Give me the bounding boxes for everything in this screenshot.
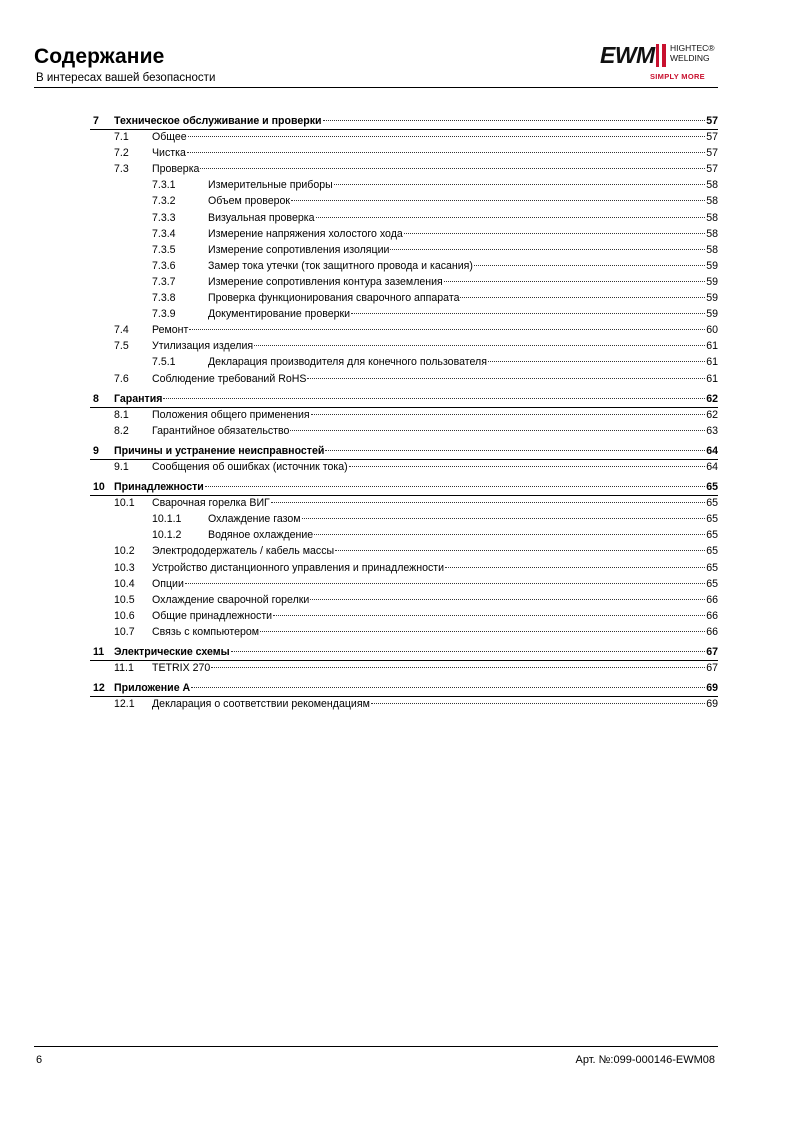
toc-entry-number: 7.2 xyxy=(114,147,129,160)
toc-entry-title[interactable]: Визуальная проверка xyxy=(208,211,315,224)
toc-entry-line[interactable] xyxy=(152,576,718,592)
toc-entry-page[interactable]: 57 xyxy=(706,163,718,176)
toc-entry[interactable] xyxy=(90,660,718,676)
toc-entry-number: 7.3.8 xyxy=(152,292,176,305)
toc-dot-leader xyxy=(488,361,705,362)
toc-entry-line[interactable] xyxy=(208,354,718,370)
toc-dot-leader xyxy=(231,651,706,652)
toc-entry-title[interactable]: Ремонт xyxy=(152,324,189,337)
toc-entry-line[interactable] xyxy=(114,479,718,495)
toc-entry[interactable] xyxy=(90,242,718,258)
toc-entry-title[interactable]: Измерение напряжения холостого хода xyxy=(208,227,403,240)
toc-entry-title[interactable]: Приложение A xyxy=(114,682,191,695)
toc-entry-line[interactable] xyxy=(152,423,718,439)
toc-entry-page[interactable]: 67 xyxy=(706,646,718,658)
toc-entry[interactable] xyxy=(90,608,718,624)
toc-entry-number: 10.5 xyxy=(114,593,135,606)
toc-entry-page[interactable]: 58 xyxy=(706,211,718,224)
toc-entry-line[interactable] xyxy=(152,624,718,640)
toc-dot-leader xyxy=(311,414,706,415)
toc-entry-line[interactable] xyxy=(114,644,718,660)
toc-entry[interactable] xyxy=(90,371,718,387)
toc-dot-leader xyxy=(314,534,705,535)
toc-entry[interactable] xyxy=(90,543,718,559)
toc-entry-page[interactable]: 66 xyxy=(706,593,718,606)
toc-entry-line[interactable] xyxy=(152,145,718,161)
toc-entry-number: 10.3 xyxy=(114,561,135,574)
page-title: Содержание xyxy=(34,45,165,68)
toc-entry[interactable] xyxy=(90,290,718,306)
toc-entry-line[interactable] xyxy=(208,210,718,226)
footer-divider xyxy=(34,1046,718,1047)
toc-entry-page[interactable]: 59 xyxy=(706,308,718,321)
toc-entry-title[interactable]: Измерение сопротивления контура заземления xyxy=(208,275,443,288)
toc-entry-line[interactable] xyxy=(208,306,718,322)
toc-dot-leader xyxy=(163,398,705,399)
toc-dot-leader xyxy=(200,168,705,169)
toc-entry[interactable] xyxy=(90,680,718,696)
toc-entry-page[interactable]: 57 xyxy=(706,115,718,127)
toc-entry-line[interactable] xyxy=(152,161,718,177)
toc-entry-page[interactable]: 59 xyxy=(706,292,718,305)
toc-entry-number: 8 xyxy=(93,392,99,405)
toc-entry-title[interactable]: Электрические схемы xyxy=(114,646,230,658)
logo-bar-icon xyxy=(662,44,666,67)
table-of-contents xyxy=(90,113,718,712)
toc-dot-leader xyxy=(302,518,706,519)
toc-dot-leader xyxy=(254,345,705,346)
toc-dot-leader xyxy=(188,136,706,137)
toc-entry-page[interactable]: 65 xyxy=(706,513,718,526)
toc-entry-title[interactable]: Водяное охлаждение xyxy=(208,529,314,542)
toc-entry-number: 10.1.1 xyxy=(152,513,182,526)
toc-entry-line[interactable] xyxy=(208,193,718,209)
toc-entry[interactable] xyxy=(90,443,718,459)
toc-entry-title[interactable]: Проверка функционирования сварочного аппарата xyxy=(208,292,460,305)
toc-entry-page[interactable]: 58 xyxy=(706,243,718,256)
toc-entry-number: 10.7 xyxy=(114,625,135,638)
toc-entry-number: 7.5.1 xyxy=(152,356,176,369)
toc-entry-number: 7 xyxy=(93,115,99,127)
toc-dot-leader xyxy=(290,430,705,431)
toc-entry-title[interactable]: Опции xyxy=(152,577,184,590)
toc-entry-title[interactable]: Чистка xyxy=(152,147,186,160)
toc-entry-page[interactable]: 66 xyxy=(706,625,718,638)
toc-entry-page[interactable]: 64 xyxy=(706,460,718,473)
toc-entry-title[interactable]: Документирование проверки xyxy=(208,308,351,321)
toc-entry-line[interactable] xyxy=(208,258,718,274)
logo-tagline xyxy=(670,43,715,63)
toc-entry-number: 10 xyxy=(93,481,105,494)
toc-entry-number: 12 xyxy=(93,682,105,695)
header-divider xyxy=(34,87,718,88)
toc-entry-line[interactable] xyxy=(152,592,718,608)
toc-entry-page[interactable]: 67 xyxy=(706,662,718,675)
toc-dot-leader xyxy=(390,249,705,250)
toc-entry-number: 7.1 xyxy=(114,131,129,144)
toc-entry-line[interactable] xyxy=(152,660,718,676)
toc-entry-title[interactable]: Измерительные приборы xyxy=(208,179,333,192)
toc-entry-line[interactable] xyxy=(208,511,718,527)
toc-entry-line[interactable] xyxy=(152,696,718,712)
toc-dot-leader xyxy=(334,184,705,185)
toc-entry[interactable] xyxy=(90,338,718,354)
toc-entry[interactable] xyxy=(90,145,718,161)
toc-entry-line[interactable] xyxy=(208,242,718,258)
toc-dot-leader xyxy=(310,599,705,600)
toc-entry-number: 10.4 xyxy=(114,577,135,590)
toc-entry[interactable] xyxy=(90,576,718,592)
toc-entry-number: 10.1 xyxy=(114,497,135,510)
ewm-logo xyxy=(600,42,720,84)
toc-entry-title[interactable]: Общие принадлежности xyxy=(152,609,273,622)
toc-dot-leader xyxy=(291,200,705,201)
toc-entry[interactable] xyxy=(90,479,718,495)
toc-entry[interactable] xyxy=(90,592,718,608)
toc-entry-page[interactable]: 65 xyxy=(706,561,718,574)
toc-entry-line[interactable] xyxy=(114,680,718,696)
logo-bar-icon xyxy=(656,44,659,67)
toc-entry-number: 10.2 xyxy=(114,545,135,558)
toc-entry-page[interactable]: 62 xyxy=(706,408,718,421)
toc-entry-page[interactable]: 59 xyxy=(706,275,718,288)
toc-entry-page[interactable]: 69 xyxy=(706,698,718,711)
toc-entry[interactable] xyxy=(90,129,718,145)
toc-entry-number: 7.3.6 xyxy=(152,259,176,272)
toc-entry-page[interactable]: 65 xyxy=(706,545,718,558)
toc-entry[interactable] xyxy=(90,274,718,290)
toc-entry-page[interactable]: 62 xyxy=(706,392,718,405)
toc-dot-leader xyxy=(335,550,705,551)
toc-entry-line[interactable] xyxy=(208,177,718,193)
logo-brand: EWM xyxy=(600,42,655,68)
toc-entry-title[interactable]: Положения общего применения xyxy=(152,408,310,421)
toc-entry-title[interactable]: Охлаждение газом xyxy=(208,513,301,526)
toc-entry-line[interactable] xyxy=(208,226,718,242)
toc-entry-line[interactable] xyxy=(152,495,718,511)
toc-entry-line[interactable] xyxy=(114,443,718,459)
toc-entry-line[interactable] xyxy=(152,543,718,559)
toc-entry-line[interactable] xyxy=(152,608,718,624)
toc-entry-title[interactable]: Общее xyxy=(152,131,187,144)
toc-entry-number: 11 xyxy=(93,646,105,658)
toc-entry-number: 12.1 xyxy=(114,698,135,711)
page-subtitle: В интересах вашей безопасности xyxy=(36,72,216,84)
logo-tagline-line1: HIGHTEC® xyxy=(670,43,715,53)
toc-entry-page[interactable]: 69 xyxy=(706,682,718,695)
toc-entry-number: 9.1 xyxy=(114,460,129,473)
toc-entry[interactable] xyxy=(90,511,718,527)
toc-entry-page[interactable]: 65 xyxy=(706,529,718,542)
toc-entry-title[interactable]: Проверка xyxy=(152,163,200,176)
toc-entry-title[interactable]: Декларация о соответствии рекомендациям xyxy=(152,698,370,711)
toc-entry[interactable] xyxy=(90,210,718,226)
toc-dot-leader xyxy=(271,502,705,503)
toc-dot-leader xyxy=(351,313,705,314)
toc-entry-number: 7.6 xyxy=(114,372,129,385)
toc-entry-line[interactable] xyxy=(114,113,718,129)
toc-dot-leader xyxy=(189,329,705,330)
toc-entry-number: 8.2 xyxy=(114,424,129,437)
toc-entry[interactable] xyxy=(90,495,718,511)
toc-entry-number: 7.3.1 xyxy=(152,179,176,192)
toc-entry-title[interactable]: Декларация производителя для конечного пользователя xyxy=(208,356,487,369)
toc-entry-title[interactable]: Связь с компьютером xyxy=(152,625,260,638)
toc-entry-title[interactable]: Причины и устранение неисправностей xyxy=(114,444,325,457)
toc-entry[interactable] xyxy=(90,560,718,576)
toc-entry-number: 7.3.3 xyxy=(152,211,176,224)
toc-dot-leader xyxy=(205,486,705,487)
toc-entry-page[interactable]: 60 xyxy=(706,324,718,337)
toc-entry-number: 7.3.5 xyxy=(152,243,176,256)
footer-article-number: Арт. №:099-000146-EWM08 xyxy=(575,1054,715,1066)
toc-entry-line[interactable] xyxy=(208,290,718,306)
toc-entry-line[interactable] xyxy=(152,338,718,354)
toc-entry-page[interactable]: 65 xyxy=(706,497,718,510)
toc-entry-page[interactable]: 65 xyxy=(706,577,718,590)
toc-entry-page[interactable]: 59 xyxy=(706,259,718,272)
toc-entry-title[interactable]: Техническое обслуживание и проверки xyxy=(114,115,322,127)
toc-entry-title[interactable]: Объем проверок xyxy=(208,195,291,208)
toc-entry-title[interactable]: Соблюдение требований RoHS xyxy=(152,372,307,385)
toc-dot-leader xyxy=(307,378,705,379)
toc-dot-leader xyxy=(474,265,705,266)
toc-entry-number: 7.3 xyxy=(114,163,129,176)
toc-entry[interactable] xyxy=(90,696,718,712)
toc-entry[interactable] xyxy=(90,161,718,177)
toc-entry[interactable] xyxy=(90,354,718,370)
toc-dot-leader xyxy=(460,297,705,298)
toc-entry[interactable] xyxy=(90,258,718,274)
toc-entry-number: 7.5 xyxy=(114,340,129,353)
toc-entry[interactable] xyxy=(90,306,718,322)
toc-entry-line[interactable] xyxy=(152,560,718,576)
toc-entry-page[interactable]: 58 xyxy=(706,227,718,240)
toc-entry-title[interactable]: TETRIX 270 xyxy=(152,662,211,675)
logo-tagline-line2: WELDING xyxy=(670,53,710,63)
toc-entry-number: 10.1.2 xyxy=(152,529,182,542)
toc-entry[interactable] xyxy=(90,527,718,543)
toc-entry-title[interactable]: Гарантия xyxy=(114,392,163,405)
toc-entry-number: 7.3.7 xyxy=(152,275,176,288)
toc-entry-line[interactable] xyxy=(152,371,718,387)
toc-entry-number: 8.1 xyxy=(114,408,129,421)
toc-dot-leader xyxy=(325,450,705,451)
toc-entry-title[interactable]: Сообщения об ошибках (источник тока) xyxy=(152,460,348,473)
toc-entry-title[interactable]: Принадлежности xyxy=(114,481,204,494)
toc-entry[interactable] xyxy=(90,459,718,475)
toc-entry[interactable] xyxy=(90,226,718,242)
toc-entry-number: 9 xyxy=(93,444,99,457)
toc-dot-leader xyxy=(349,466,706,467)
toc-entry-number: 10.6 xyxy=(114,609,135,622)
toc-entry-page[interactable]: 58 xyxy=(706,195,718,208)
toc-entry-page[interactable]: 61 xyxy=(706,356,718,369)
toc-entry[interactable] xyxy=(90,113,718,129)
toc-dot-leader xyxy=(445,567,705,568)
toc-entry-page[interactable]: 61 xyxy=(706,340,718,353)
toc-entry-line[interactable] xyxy=(114,391,718,407)
footer-page-number: 6 xyxy=(36,1054,43,1066)
toc-entry-number: 7.3.9 xyxy=(152,308,176,321)
toc-entry-line[interactable] xyxy=(152,407,718,423)
toc-dot-leader xyxy=(185,583,705,584)
toc-entry-title[interactable]: Сварочная горелка ВИГ xyxy=(152,497,270,510)
toc-dot-leader xyxy=(316,217,706,218)
toc-dot-leader xyxy=(260,631,705,632)
toc-entry-line[interactable] xyxy=(208,274,718,290)
toc-entry-title[interactable]: Измерение сопротивления изоляции xyxy=(208,243,390,256)
toc-entry-number: 11.1 xyxy=(114,662,134,675)
toc-entry-page[interactable]: 57 xyxy=(706,147,718,160)
toc-entry-page[interactable]: 66 xyxy=(706,609,718,622)
toc-entry[interactable] xyxy=(90,644,718,660)
toc-entry-title[interactable]: Охлаждение сварочной горелки xyxy=(152,593,310,606)
toc-entry[interactable] xyxy=(90,193,718,209)
toc-entry-line[interactable] xyxy=(152,459,718,475)
toc-entry-page[interactable]: 65 xyxy=(706,481,718,494)
logo-slogan: SIMPLY MORE xyxy=(650,72,705,81)
toc-entry-number: 7.3.2 xyxy=(152,195,176,208)
toc-entry[interactable] xyxy=(90,177,718,193)
toc-entry-title[interactable]: Замер тока утечки (ток защитного провода и касания) xyxy=(208,259,473,272)
toc-dot-leader xyxy=(211,667,705,668)
toc-entry-title[interactable]: Устройство дистанционного управления и принадлежности xyxy=(152,561,445,574)
toc-dot-leader xyxy=(187,152,705,153)
toc-entry[interactable] xyxy=(90,322,718,338)
toc-entry-line[interactable] xyxy=(208,527,718,543)
toc-entry-page[interactable]: 64 xyxy=(706,444,718,457)
toc-dot-leader xyxy=(444,281,705,282)
toc-dot-leader xyxy=(191,687,705,688)
toc-entry-page[interactable]: 63 xyxy=(706,424,718,437)
toc-entry-page[interactable]: 61 xyxy=(706,372,718,385)
toc-entry-number: 7.3.4 xyxy=(152,227,176,240)
toc-dot-leader xyxy=(371,703,705,704)
toc-dot-leader xyxy=(323,120,706,121)
toc-entry-title[interactable]: Электрододержатель / кабель массы xyxy=(152,545,335,558)
toc-entry[interactable] xyxy=(90,423,718,439)
toc-dot-leader xyxy=(273,615,705,616)
toc-entry[interactable] xyxy=(90,391,718,407)
toc-entry-page[interactable]: 58 xyxy=(706,179,718,192)
toc-entry-title[interactable]: Гарантийное обязательство xyxy=(152,424,290,437)
toc-entry[interactable] xyxy=(90,407,718,423)
toc-entry-page[interactable]: 57 xyxy=(706,131,718,144)
toc-dot-leader xyxy=(404,233,705,234)
toc-entry-title[interactable]: Утилизация изделия xyxy=(152,340,254,353)
toc-entry[interactable] xyxy=(90,624,718,640)
toc-entry-line[interactable] xyxy=(152,129,718,145)
toc-entry-line[interactable] xyxy=(152,322,718,338)
toc-entry-number: 7.4 xyxy=(114,324,129,337)
